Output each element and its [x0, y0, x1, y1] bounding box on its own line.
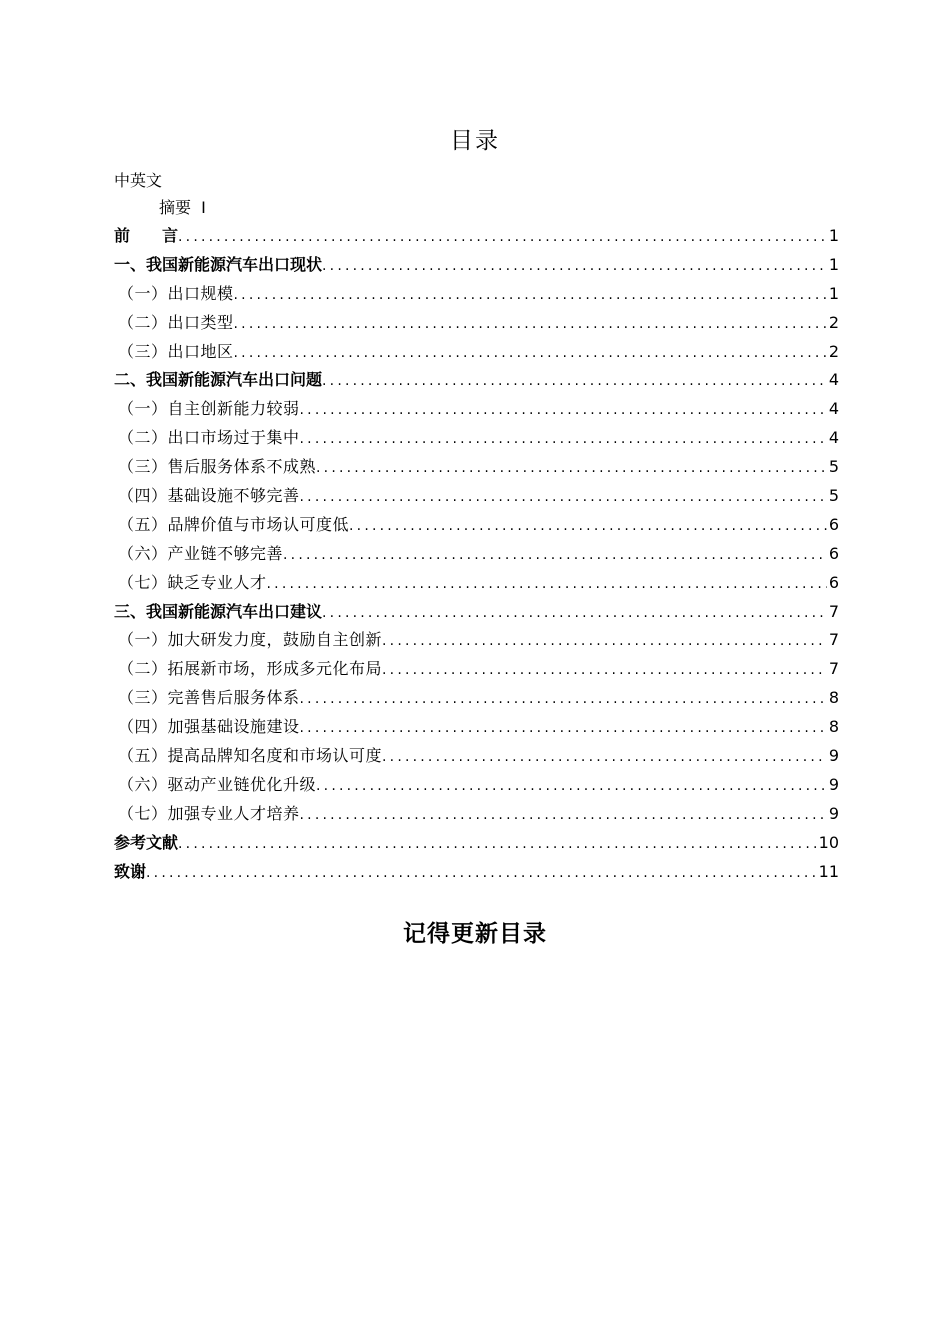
toc-entry-label: 一、我国新能源汽车出口现状 — [114, 254, 323, 274]
toc-entry-page-number: 9 — [828, 746, 839, 766]
toc-entry[interactable] — [114, 832, 839, 861]
toc-dot-leader — [316, 775, 827, 797]
toc-dot-leader — [178, 226, 827, 248]
toc-dot-leader — [382, 630, 827, 652]
toc-entry-page-number: 1 — [828, 254, 839, 274]
toc-entry-label: （五）提高品牌知名度和市场认可度 — [118, 746, 383, 766]
toc-entry-label: （六）驱动产业链优化升级 — [118, 774, 317, 794]
toc-dot-leader — [300, 688, 827, 710]
toc-entry-label: （一）自主创新能力较弱 — [118, 399, 300, 419]
toc-entry-label: （一）出口规模 — [118, 283, 234, 303]
toc-dot-leader — [234, 284, 827, 306]
toc-entry[interactable] — [114, 254, 839, 283]
toc-entry[interactable] — [114, 456, 839, 485]
toc-entry-page-number: 8 — [828, 688, 839, 708]
toc-entry-label: （二）拓展新市场，形成多元化布局 — [118, 659, 383, 679]
toc-entry[interactable] — [114, 601, 839, 630]
toc-entry-page-number: 7 — [828, 659, 839, 679]
toc-entry[interactable] — [114, 514, 839, 543]
toc-entry[interactable] — [114, 283, 839, 312]
toc-entry-label: 参考文献 — [114, 832, 179, 852]
toc-dot-leader — [300, 486, 827, 508]
toc-entry-label: （一）加大研发力度，鼓励自主创新 — [118, 630, 383, 650]
toc-entry-page-number: 6 — [828, 543, 839, 563]
table-of-contents — [114, 225, 839, 889]
toc-dot-leader — [234, 342, 827, 364]
toc-dot-leader — [382, 746, 827, 768]
toc-entry-page-number: 9 — [828, 803, 839, 823]
toc-entry[interactable] — [114, 861, 839, 890]
toc-entry-label: （六）产业链不够完善 — [118, 543, 284, 563]
toc-entry-page-number: 8 — [828, 717, 839, 737]
toc-entry-label: （二）出口市场过于集中 — [118, 428, 300, 448]
toc-dot-leader — [300, 804, 827, 826]
toc-dot-leader — [382, 659, 827, 681]
toc-entry-page-number: 1 — [828, 283, 839, 303]
toc-entry[interactable] — [114, 312, 839, 341]
toc-dot-leader — [300, 428, 827, 450]
toc-entry-page-number: 2 — [828, 312, 839, 332]
toc-entry[interactable] — [114, 745, 839, 774]
toc-entry[interactable] — [114, 803, 839, 832]
toc-entry-page-number: 6 — [828, 572, 839, 592]
toc-entry-page-number: 2 — [828, 341, 839, 361]
toc-entry-label: （三）出口地区 — [118, 341, 234, 361]
toc-entry-label: 前 言 — [114, 226, 179, 245]
toc-dot-leader — [322, 370, 827, 392]
toc-entry[interactable] — [114, 369, 839, 398]
toc-entry[interactable] — [114, 341, 839, 370]
toc-entry[interactable] — [114, 774, 839, 803]
toc-dot-leader — [316, 457, 827, 479]
pre-toc-line-1: 中英文 — [114, 171, 163, 190]
toc-entry-page-number: 11 — [818, 861, 839, 881]
toc-entry[interactable] — [114, 629, 839, 658]
toc-entry[interactable] — [114, 427, 839, 456]
toc-entry-page-number: 1 — [828, 226, 839, 245]
toc-entry-page-number: 5 — [828, 457, 839, 477]
toc-dot-leader — [283, 544, 827, 566]
toc-entry-label: （四）基础设施不够完善 — [118, 486, 300, 506]
pre-toc-line-2: 摘要 I — [159, 198, 206, 217]
toc-title: 目录 — [450, 128, 500, 154]
toc-entry-page-number: 4 — [828, 399, 839, 419]
toc-entry-page-number: 7 — [828, 601, 839, 621]
toc-entry-page-number: 7 — [828, 630, 839, 650]
toc-entry[interactable] — [114, 225, 839, 254]
toc-dot-leader — [146, 862, 817, 884]
toc-dot-leader — [300, 717, 827, 739]
toc-entry-label: （三）完善售后服务体系 — [118, 688, 300, 708]
toc-entry-page-number: 9 — [828, 774, 839, 794]
toc-entry-label: （四）加强基础设施建设 — [118, 717, 300, 737]
toc-entry[interactable] — [114, 658, 839, 687]
toc-entry-label: 致谢 — [114, 861, 147, 881]
toc-entry-label: （二）出口类型 — [118, 312, 234, 332]
toc-entry-page-number: 4 — [828, 370, 839, 390]
toc-entry-label: 二、我国新能源汽车出口问题 — [114, 370, 323, 390]
toc-entry-label: （七）加强专业人才培养 — [118, 803, 300, 823]
toc-entry-page-number: 6 — [828, 514, 839, 534]
toc-dot-leader — [234, 313, 827, 335]
toc-dot-leader — [267, 573, 827, 595]
toc-dot-leader — [178, 833, 817, 855]
toc-entry-label: （七）缺乏专业人才 — [118, 572, 267, 592]
toc-entry-label: 三、我国新能源汽车出口建议 — [114, 601, 323, 621]
toc-dot-leader — [322, 255, 827, 277]
toc-entry-page-number: 10 — [818, 832, 839, 852]
toc-dot-leader — [322, 602, 827, 624]
toc-entry[interactable] — [114, 716, 839, 745]
toc-dot-leader — [349, 515, 827, 537]
toc-entry-label: （三）售后服务体系不成熟 — [118, 457, 317, 477]
toc-entry-label: （五）品牌价值与市场认可度低 — [118, 514, 350, 534]
toc-entry-page-number: 4 — [828, 428, 839, 448]
toc-entry[interactable] — [114, 687, 839, 716]
toc-entry[interactable] — [114, 485, 839, 514]
toc-dot-leader — [300, 399, 827, 421]
toc-entry[interactable] — [114, 572, 839, 601]
toc-entry[interactable] — [114, 398, 839, 427]
update-toc-note: 记得更新目录 — [403, 921, 547, 947]
toc-entry[interactable] — [114, 543, 839, 572]
toc-entry-page-number: 5 — [828, 486, 839, 506]
